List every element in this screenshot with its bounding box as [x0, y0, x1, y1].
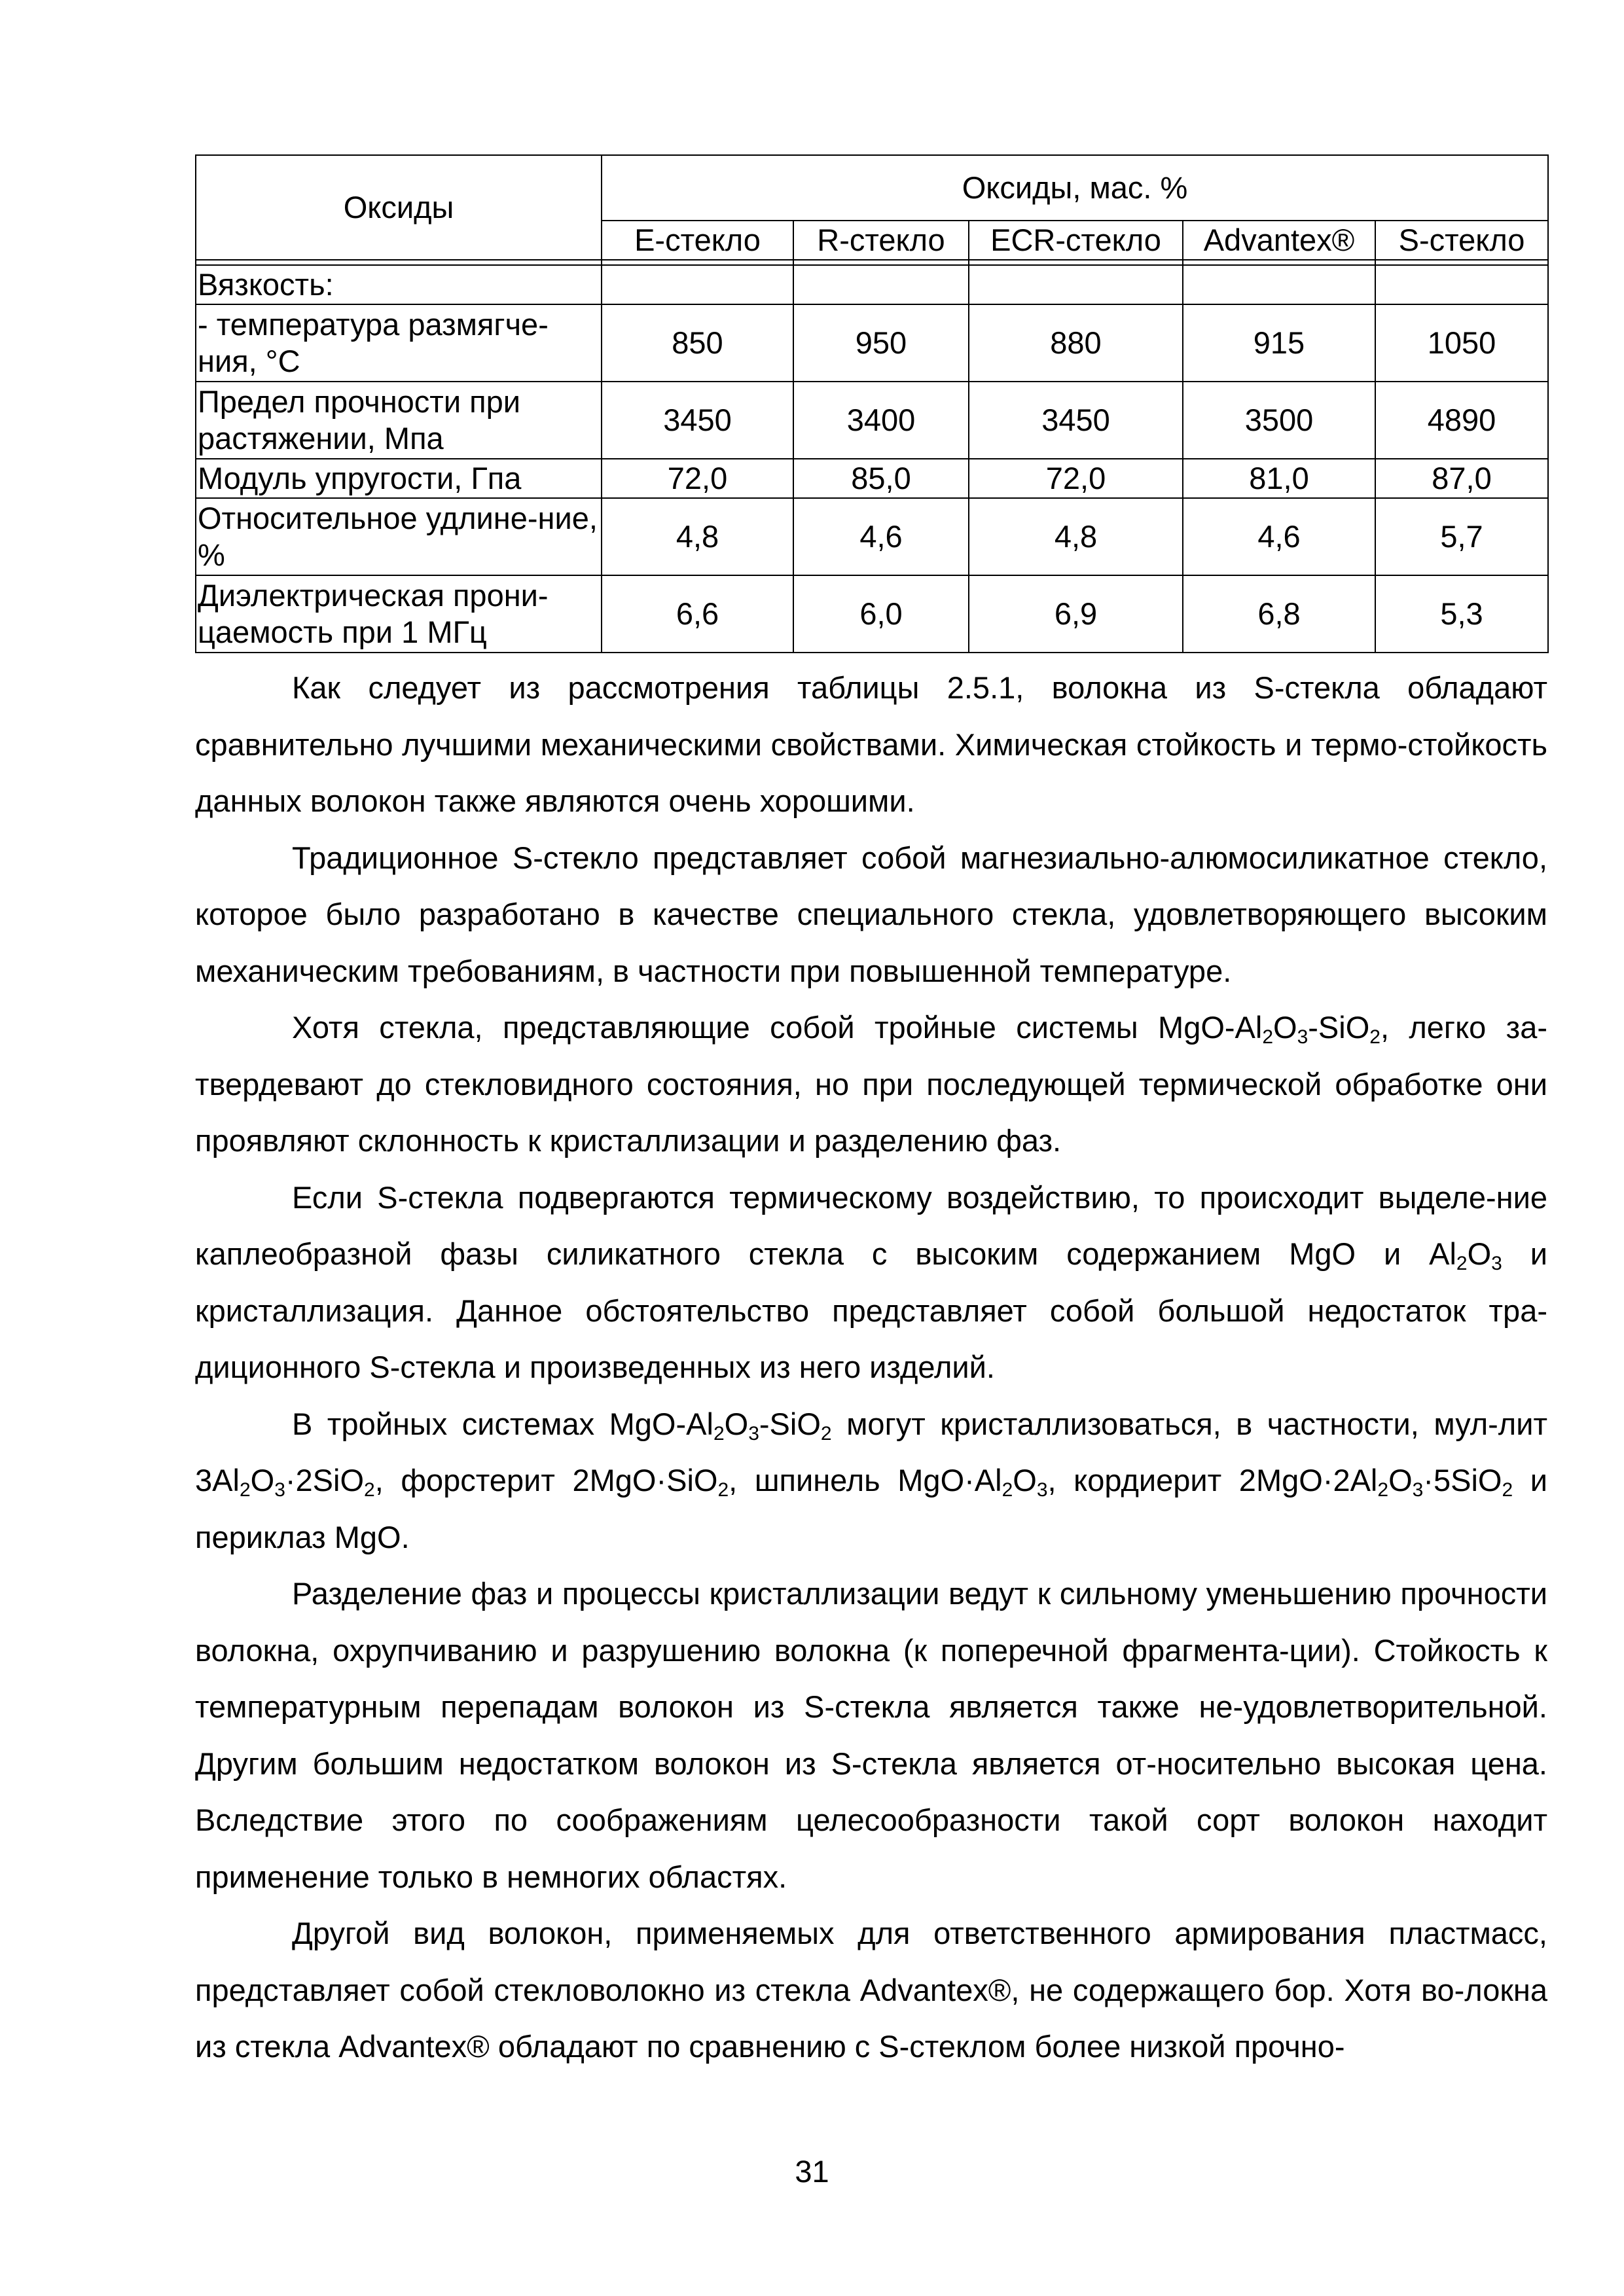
table-cell: 3450 — [969, 382, 1183, 459]
oxides-corner-header: Оксиды — [196, 155, 602, 260]
table-cell: 72,0 — [969, 459, 1183, 498]
column-header: R-стекло — [793, 221, 969, 260]
page-number: 31 — [795, 2154, 829, 2189]
paragraph: Традиционное S-стекло представляет собой магнезиально-алюмосиликатное стекло, которое было разработано в качестве специального стекла, удовлетворяющего высоким механическим требованиям, в частности при повышенной температуре. — [195, 840, 1547, 988]
table-cell: 5,7 — [1375, 498, 1548, 575]
row-label: Предел прочности при растяжении, Мпа — [196, 382, 602, 459]
table-row — [196, 459, 1548, 498]
table-cell: 72,0 — [602, 459, 793, 498]
oxides-group-header: Оксиды, мас. % — [602, 155, 1548, 221]
row-label: Относительное удлине-ние, % — [196, 498, 602, 575]
table-row — [196, 304, 1548, 382]
table-row — [196, 382, 1548, 459]
table-row — [196, 575, 1548, 653]
section-label: Вязкость: — [196, 265, 602, 304]
table-cell: 3500 — [1183, 382, 1375, 459]
table-cell: 4890 — [1375, 382, 1548, 459]
table-cell: 85,0 — [793, 459, 969, 498]
table-cell: 6,9 — [969, 575, 1183, 653]
table-cell: 4,8 — [969, 498, 1183, 575]
table-cell: 81,0 — [1183, 459, 1375, 498]
table-header-row — [196, 155, 1548, 221]
table-cell: 950 — [793, 304, 969, 382]
table-cell: 3450 — [602, 382, 793, 459]
table-cell: 4,6 — [793, 498, 969, 575]
header-separator — [196, 260, 1548, 265]
glass-properties-table — [195, 154, 1549, 653]
body-text — [195, 660, 1547, 2075]
paragraph: В тройных системах MgO-$Al_2O_3-SiO_2$ могут кристаллизоваться, в частности, мул-лит $3Al_2O_3\cdot 2SiO_2$, форстерит 2MgO·SiO$_2$, шпинель $MgO\cdot Al_2O_3$, кордиерит $2MgO\cdot 2Al_2O_3\cdot 5SiO_2$ и периклаз MgO. — [195, 1406, 1548, 1554]
table-cell: 3400 — [793, 382, 969, 459]
paragraph: Разделение фаз и процессы кристаллизации ведут к сильному уменьшению прочности волокна, охрупчиванию и разрушению волокна (к поперечной фрагмента-ции). Стойкость к температурным перепадам волокон из S-стекла является также не-удовлетворительной. Другим большим недостатком волокон из S-стекла является от-носительно высокая цена. Вследствие этого по соображениям целесообразности такой сорт волокон находит применение только в немногих областях. — [195, 1576, 1547, 1894]
paragraph: Если S-стекла подвергаются термическому воздействию, то происходит выделе-ние каплеобразной фазы силикатного стекла с высоким содержанием MgO и $Al_2O_3$ и кристаллизация. Данное обстоятельство представляет собой большой недостаток тра-диционного S-стекла и произведенных из него изделий. — [195, 1179, 1548, 1384]
paragraph: Как следует из рассмотрения таблицы 2.5.1, волокна из S-стекла обладают сравнительно лучшими механическими свойствами. Химическая стойкость и термо-стойкость данных волокон также являются очень хорошими. — [195, 670, 1547, 818]
table-cell: 4,8 — [602, 498, 793, 575]
column-header: ECR-стекло — [969, 221, 1183, 260]
table-cell: 6,0 — [793, 575, 969, 653]
table-row — [196, 265, 1548, 304]
table-row — [196, 498, 1548, 575]
row-label: Модуль упругости, Гпа — [196, 459, 602, 498]
row-label: - температура размягче-ния, °C — [196, 304, 602, 382]
table-cell: 5,3 — [1375, 575, 1548, 653]
table-cell: 87,0 — [1375, 459, 1548, 498]
table-cell: 1050 — [1375, 304, 1548, 382]
table-cell: 6,6 — [602, 575, 793, 653]
column-header: Advantex® — [1183, 221, 1375, 260]
row-label: Диэлектрическая прони-цаемость при 1 МГц — [196, 575, 602, 653]
paragraph: Другой вид волокон, применяемых для ответственного армирования пластмасс, представляет собой стекловолокно из стекла Advantex®, не содержащего бор. Хотя во-локна из стекла Advantex® обладают по сравнению с S-стеклом более низкой прочно- — [195, 1916, 1547, 2064]
column-header: S-стекло — [1375, 221, 1548, 260]
table-cell: 6,8 — [1183, 575, 1375, 653]
table-cell: 850 — [602, 304, 793, 382]
table-cell: 4,6 — [1183, 498, 1375, 575]
column-header: E-стекло — [602, 221, 793, 260]
paragraph: Хотя стекла, представляющие собой тройные системы MgO-$Al_2O_3-SiO_2$, легко за-твердевают до стекловидного состояния, но при последующей термической обработке они проявляют склонность к кристаллизации и разделению фаз. — [195, 1010, 1547, 1158]
table-cell: 915 — [1183, 304, 1375, 382]
table-cell: 880 — [969, 304, 1183, 382]
